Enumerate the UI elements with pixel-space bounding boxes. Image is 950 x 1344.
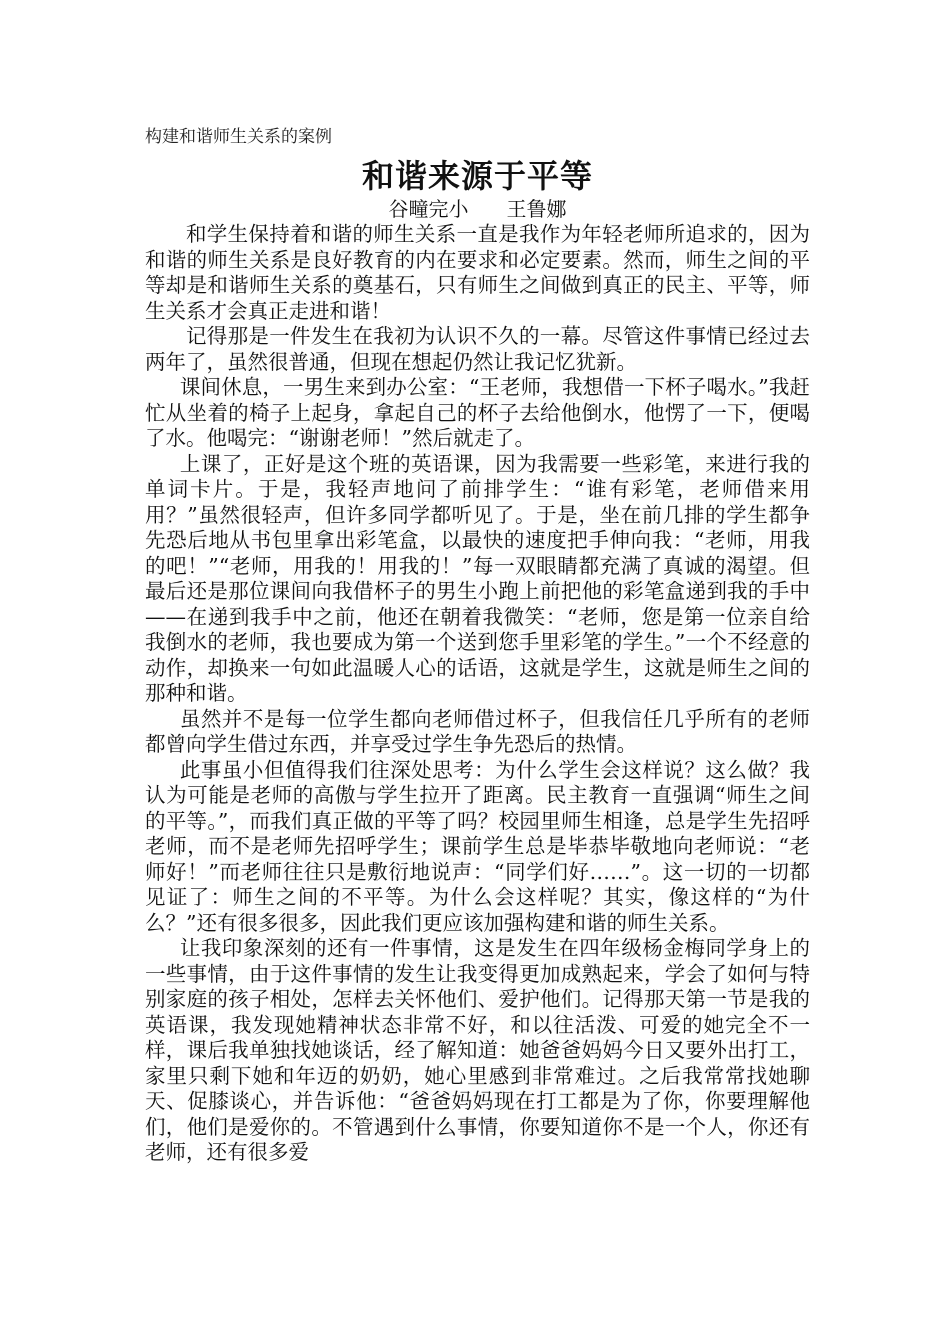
- byline-school: 谷疃完小: [388, 197, 469, 221]
- document-header: 构建和谐师生关系的案例: [145, 127, 332, 147]
- document-body: [145, 222, 810, 1166]
- paragraph-2: 记得那是一件发生在我初为认识不久的一幕。尽管这件事情已经过去两年了，虽然很普通，但现在想起仍然让我记忆犹新。: [145, 324, 810, 374]
- paragraph-1: 和学生保持着和谐的师生关系一直是我作为年轻老师所追求的，因为和谐的师生关系是良好教育的内在要求和必定要素。然而，师生之间的平等却是和谐师生关系的奠基石，只有师生之间做到真正的民主、平等，师生关系才会真正走进和谐！: [145, 222, 810, 323]
- paragraph-6: 此事虽小但值得我们往深处思考：为什么学生会这样说？这么做？我认为可能是老师的高傲与学生拉开了距离。民主教育一直强调“师生之间的平等。”，而我们真正做的平等了吗？校园里师生相逢，总是学生先招呼老师，而不是老师先招呼学生；课前学生总是毕恭毕敬地向老师说：“老师好！”而老师往往只是敷衍地说声：“同学们好……”。这一切的一切都见证了：师生之间的不平等。为什么会这样呢？其实，像这样的“为什么？”还有很多很多，因此我们更应该加强构建和谐的师生关系。: [145, 757, 810, 935]
- paragraph-4: 上课了，正好是这个班的英语课，因为我需要一些彩笔，来进行我的单词卡片。于是，我轻声地问了前排学生：“谁有彩笔，老师借来用用？”虽然很轻声，但许多同学都听见了。于是，坐在前几排的学生都争先恐后地从书包里拿出彩笔盒，以最快的速度把手伸向我：“老师，用我的吧！”“老师，用我的！用我的！”每一双眼睛都充满了真诚的渴望。但最后还是那位课间向我借杯子的男生小跑上前把他的彩笔盒递到我的手中——在递到我手中之前，他还在朝着我微笑：“老师，您是第一位亲自给我倒水的老师，我也要成为第一个送到您手里彩笔的学生。”一个不经意的动作，却换来一句如此温暖人心的话语，这就是学生，这就是师生之间的那种和谐。: [145, 451, 810, 705]
- byline: [145, 196, 810, 222]
- document-title: 和谐来源于平等: [361, 157, 593, 195]
- byline-author: 王鲁娜: [506, 197, 567, 221]
- document-page: [145, 126, 810, 1166]
- paragraph-7: 让我印象深刻的还有一件事情，这是发生在四年级杨金梅同学身上的一些事情，由于这件事情的发生让我变得更加成熟起来，学会了如何与特别家庭的孩子相处，怎样去关怀他们、爱护他们。记得那天第一节是我的英语课，我发现她精神状态非常不好，和以往活泼、可爱的她完全不一样，课后我单独找她谈话，经了解知道：她爸爸妈妈今日又要外出打工，家里只剩下她和年迈的奶奶，她心里感到非常难过。之后我常常找她聊天、促膝谈心，并告诉他：“爸爸妈妈现在打工都是为了你，你要理解他们，他们是爱你的。不管遇到什么事情，你要知道你不是一个人，你还有老师，还有很多爱: [145, 936, 810, 1164]
- paragraph-3: 课间休息，一男生来到办公室：“王老师，我想借一下杯子喝水。”我赶忙从坐着的椅子上起身，拿起自己的杯子去给他倒水，他愣了一下，便喝了水。他喝完：“谢谢老师！”然后就走了。: [145, 375, 810, 450]
- paragraph-5: 虽然并不是每一位学生都向老师借过杯子，但我信任几乎所有的老师都曾向学生借过东西，并享受过学生争先恐后的热情。: [145, 706, 810, 756]
